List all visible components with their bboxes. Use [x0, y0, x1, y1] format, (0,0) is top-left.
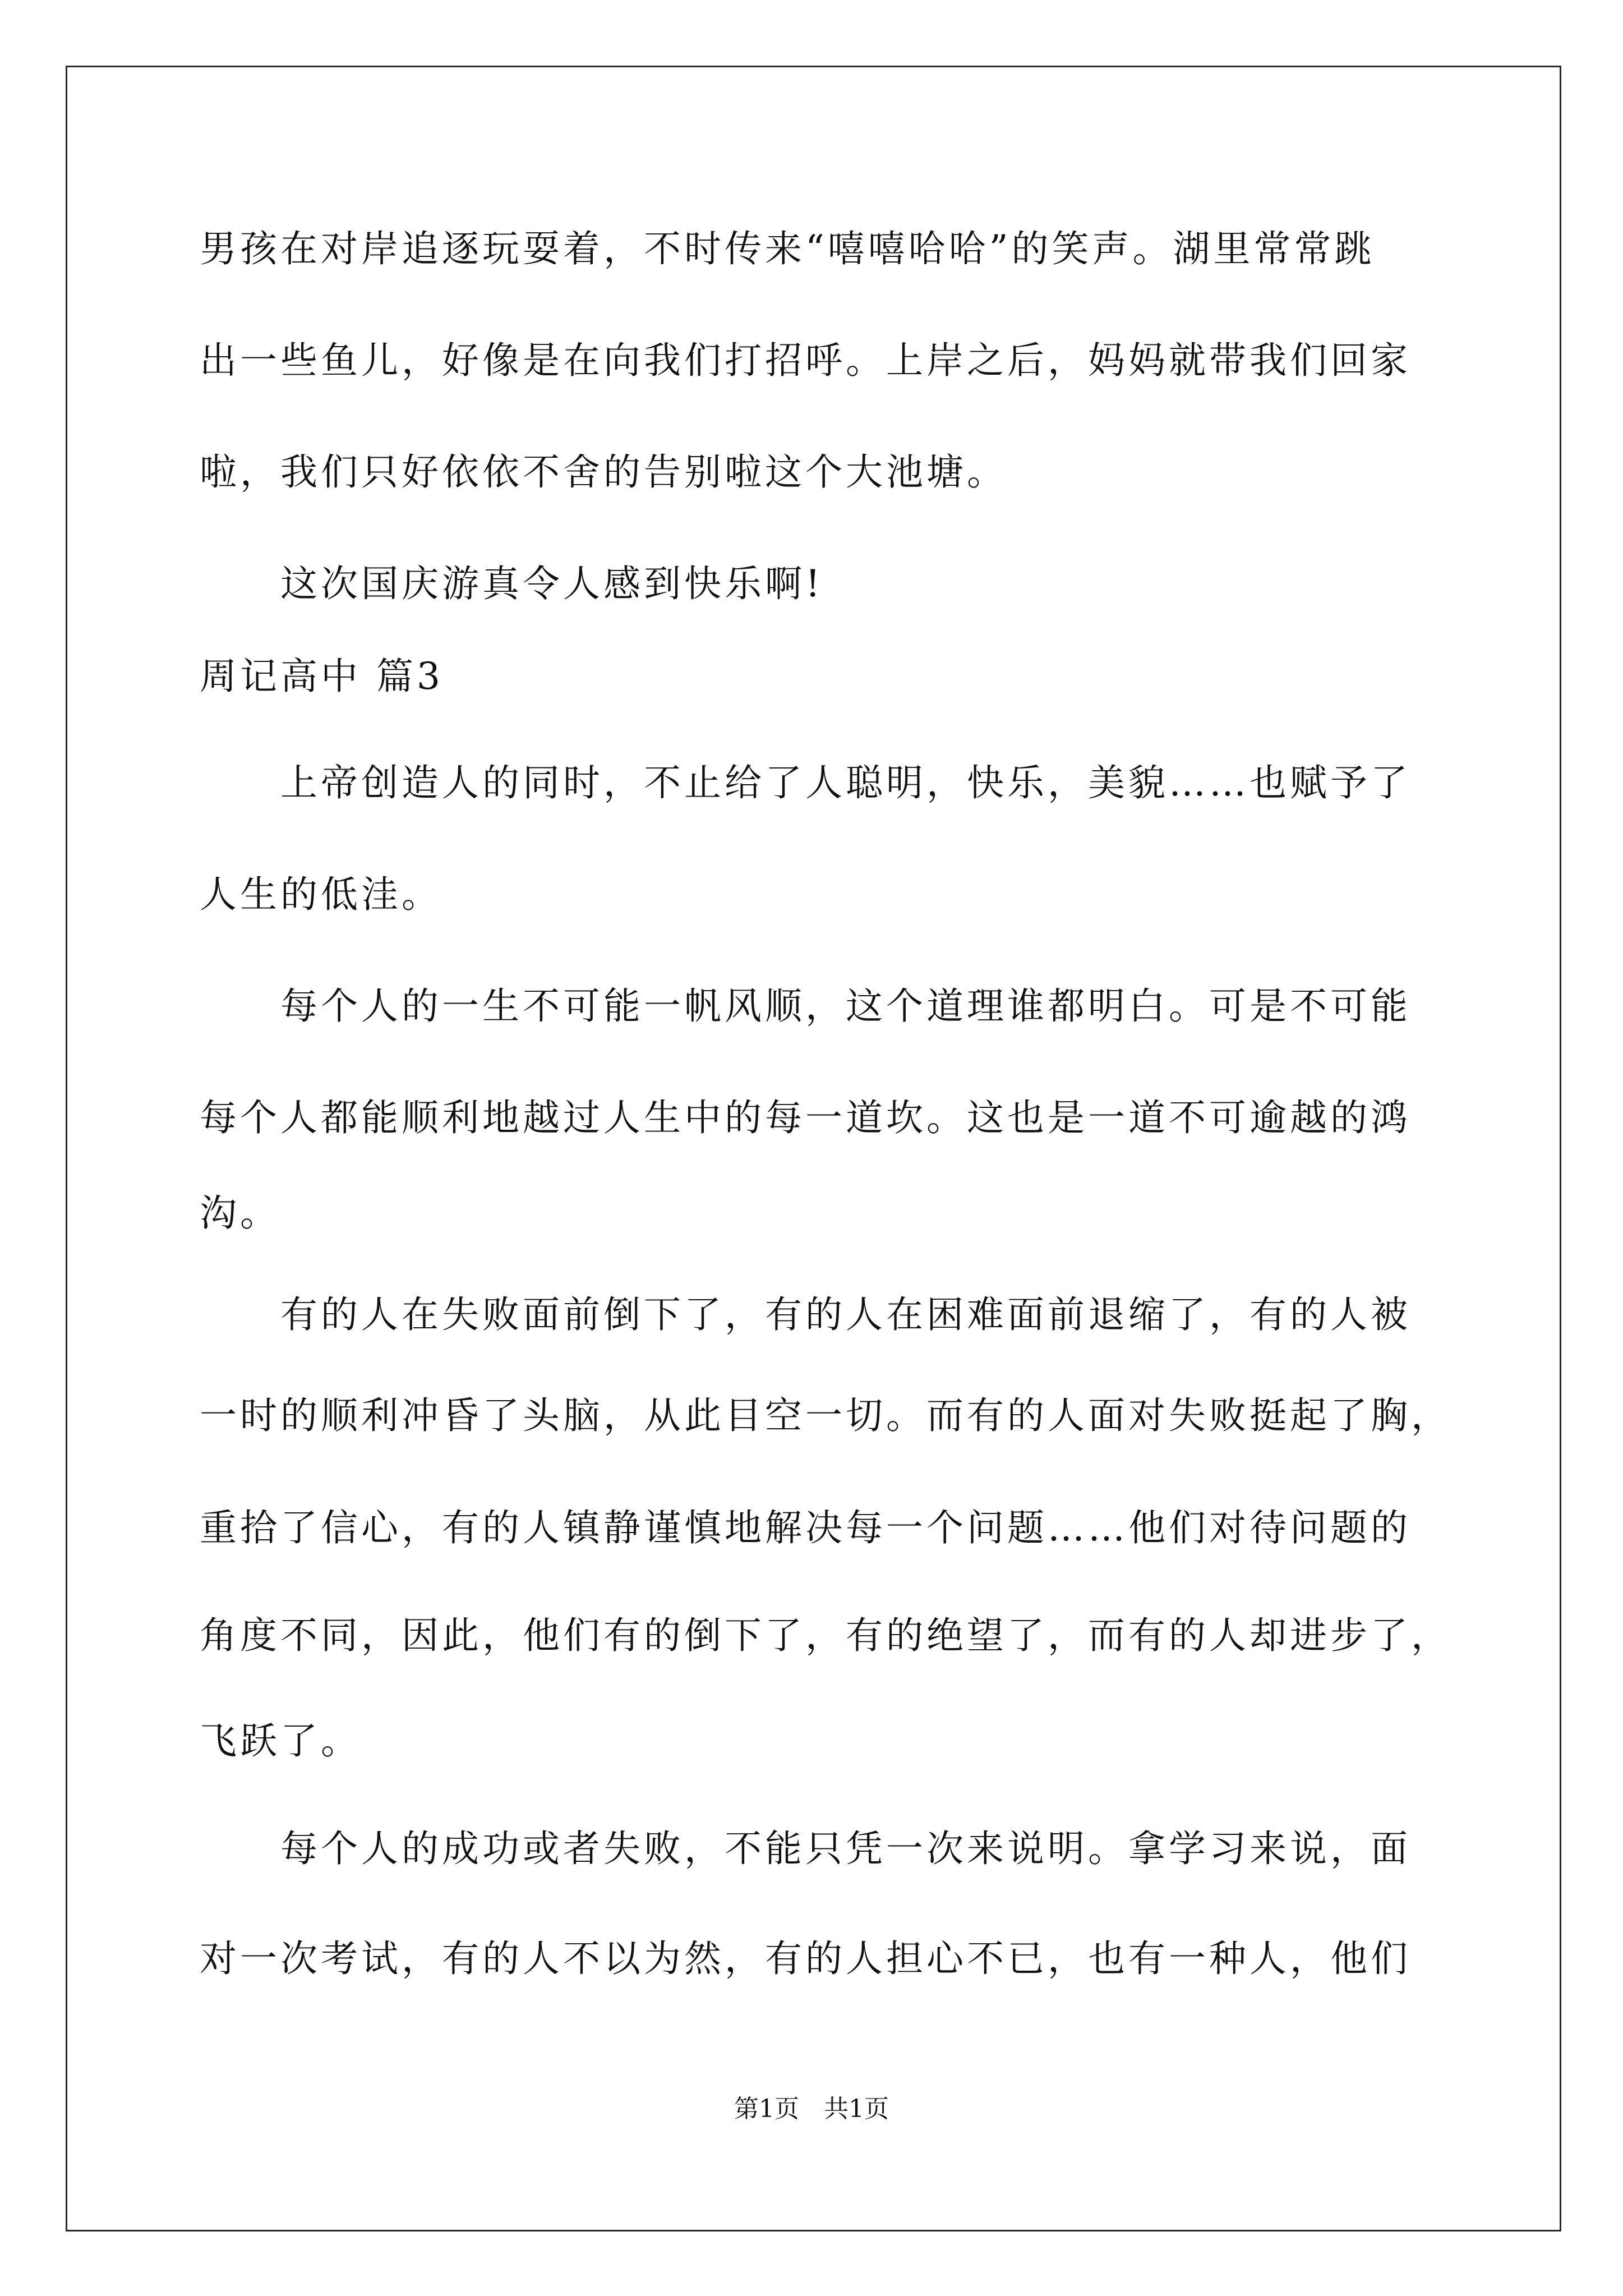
body-line: 重拾了信心，有的人镇静谨慎地解决每一个问题……他们对待问题的: [200, 1506, 1411, 1549]
body-line: 飞跃了。: [200, 1719, 361, 1763]
body-line: 出一些鱼儿，好像是在向我们打招呼。上岸之后，妈妈就带我们回家: [200, 339, 1411, 382]
body-line: 人生的低洼。: [200, 873, 442, 916]
body-line: 每个人都能顺利地越过人生中的每一道坎。这也是一道不可逾越的鸿: [200, 1096, 1411, 1139]
body-line: 男孩在对岸追逐玩耍着，不时传来“嘻嘻哈哈”的笑声。湖里常常跳: [200, 227, 1375, 270]
body-line: 这次国庆游真令人感到快乐啊!: [200, 562, 824, 605]
body-line: 啦，我们只好依依不舍的告别啦这个大池塘。: [200, 450, 1007, 494]
body-line: 每个人的一生不可能一帆风顺，这个道理谁都明白。可是不可能: [200, 984, 1411, 1028]
body-line: 每个人的成功或者失败，不能只凭一次来说明。拿学习来说，面: [200, 1827, 1411, 1870]
section-heading: 周记高中 篇3: [200, 655, 444, 698]
body-line: 沟。: [200, 1191, 280, 1235]
body-line: 有的人在失败面前倒下了，有的人在困难面前退缩了，有的人被: [200, 1293, 1411, 1336]
body-line: 对一次考试，有的人不以为然，有的人担心不已，也有一种人，他们: [200, 1937, 1411, 1980]
page-border: [66, 66, 1561, 2231]
body-line: 角度不同，因此，他们有的倒下了，有的绝望了，而有的人却进步了，: [200, 1614, 1451, 1657]
page-footer: 第1页 共1页: [734, 2095, 889, 2123]
body-line: 上帝创造人的同时，不止给了人聪明，快乐，美貌……也赋予了: [200, 761, 1411, 804]
body-line: 一时的顺利冲昏了头脑，从此目空一切。而有的人面对失败挺起了胸，: [200, 1394, 1451, 1437]
